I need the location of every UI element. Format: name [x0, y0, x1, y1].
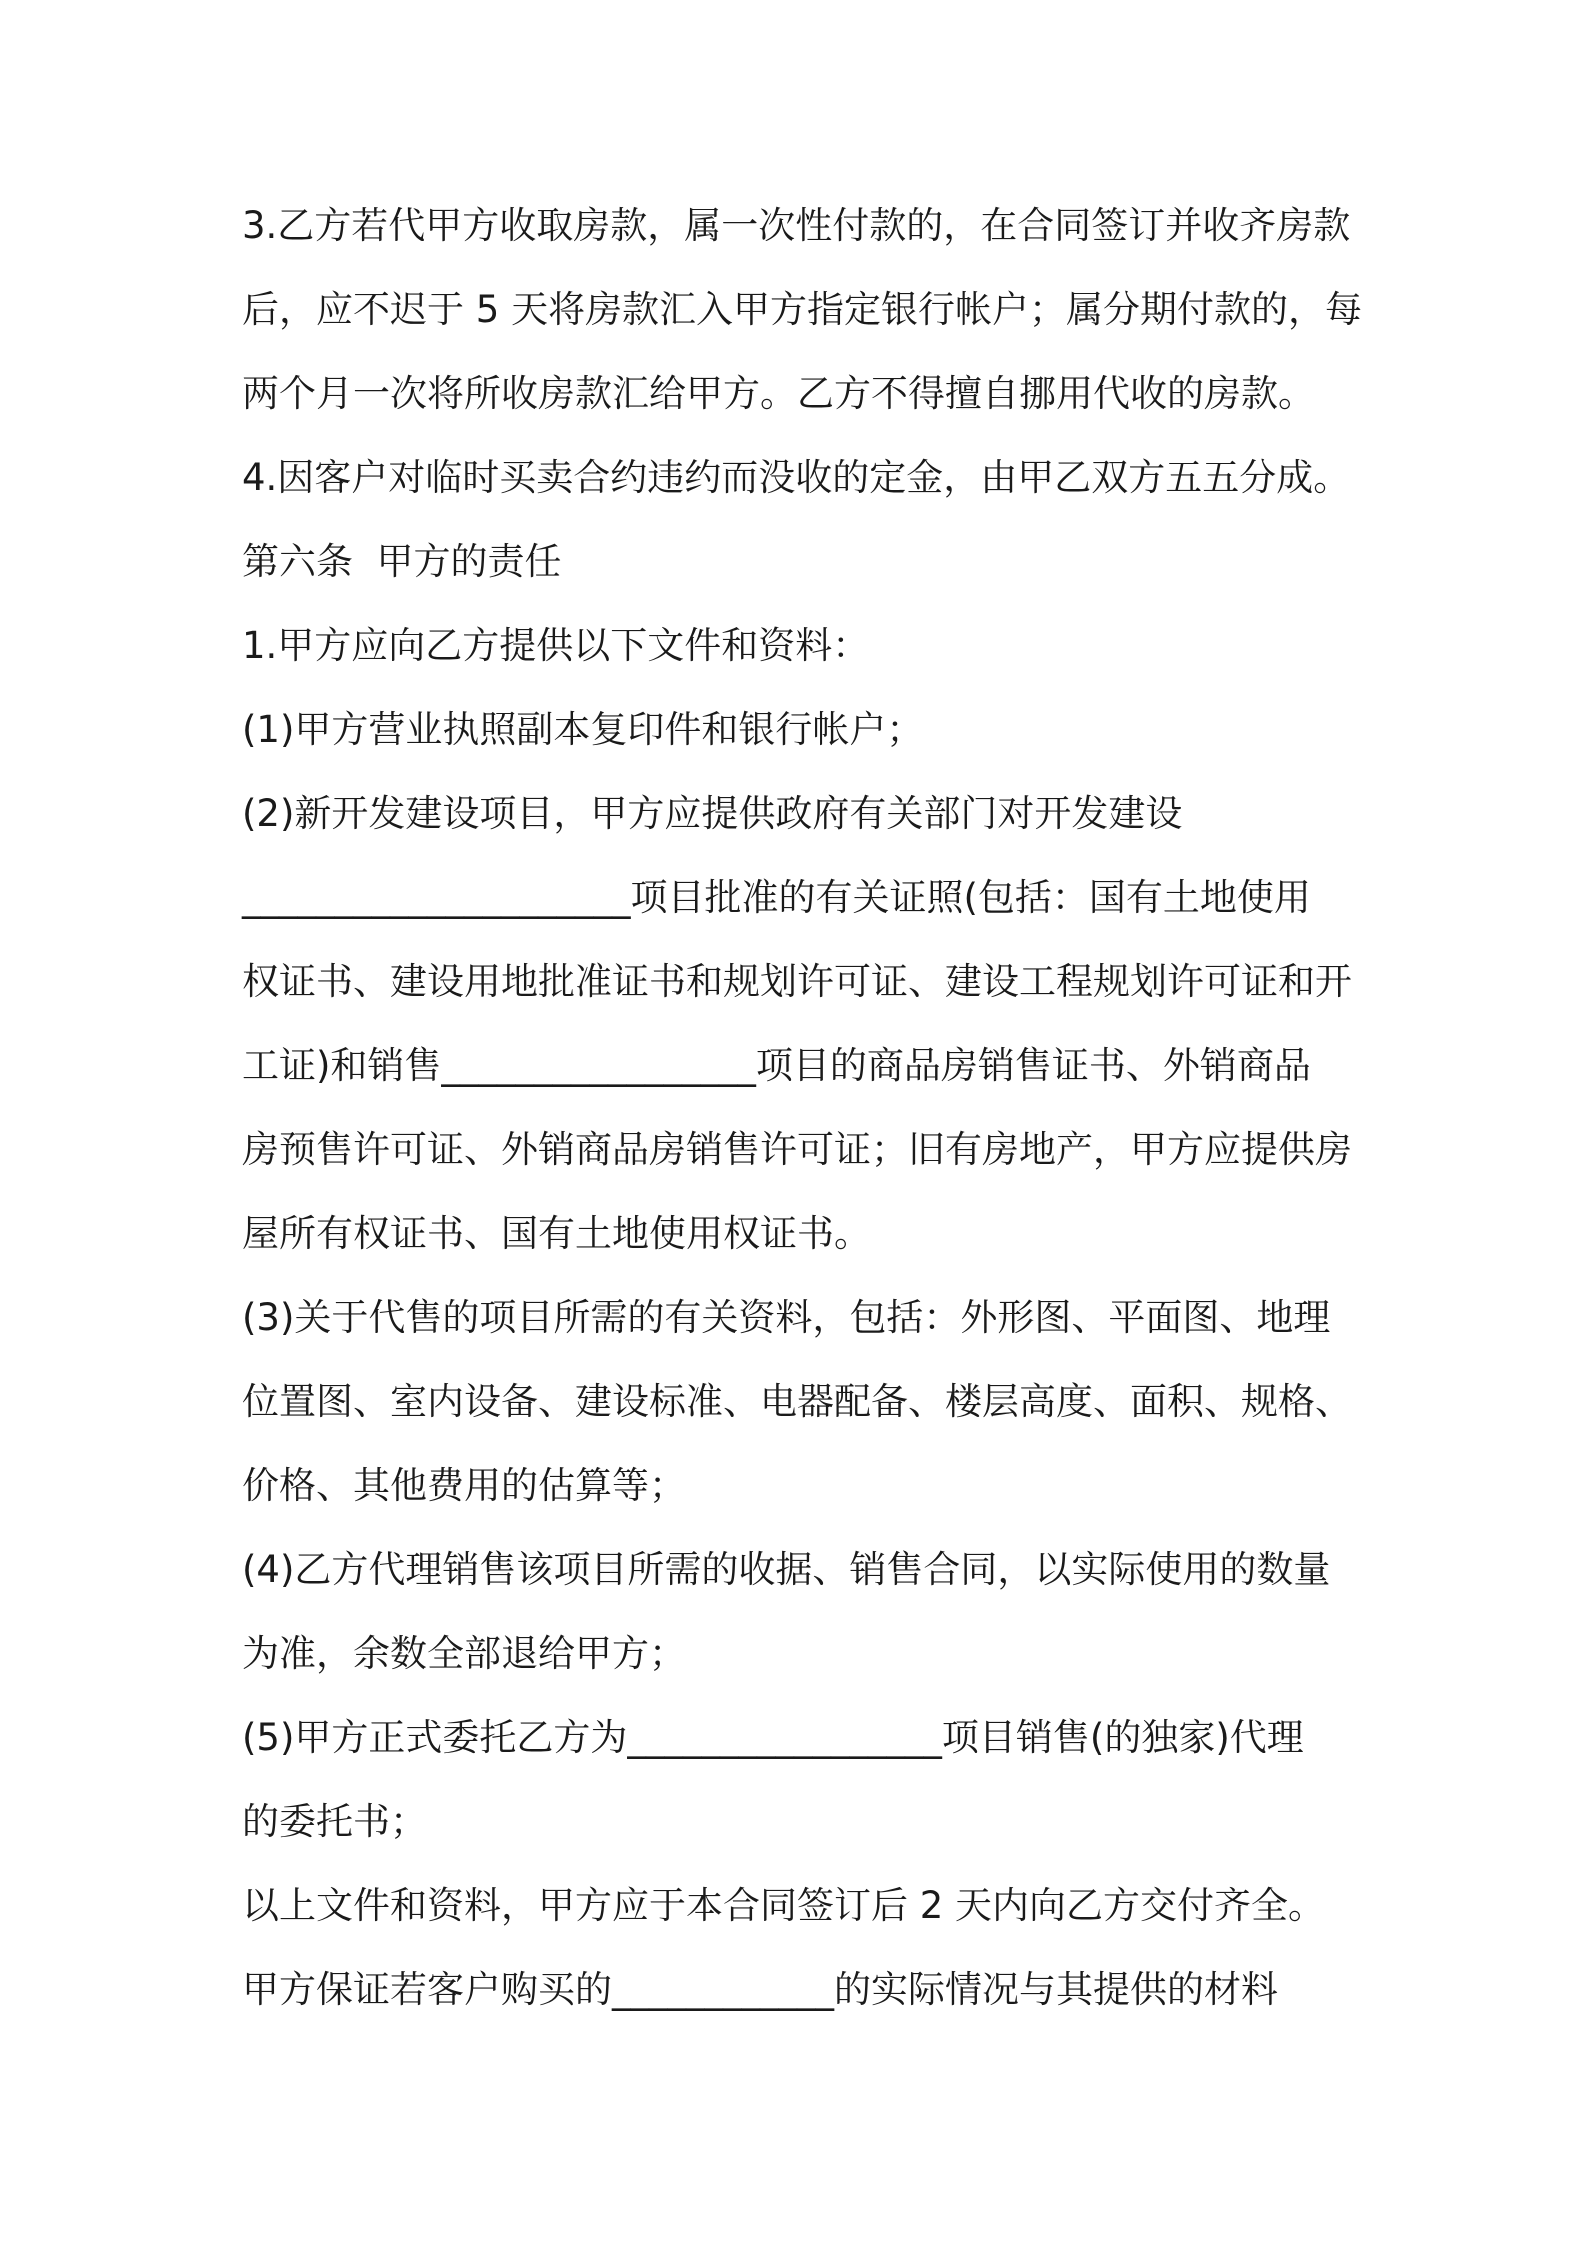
paragraph-line: (1)甲方营业执照副本复印件和银行帐户； [242, 708, 924, 751]
section-heading: 第六条 甲方的责任 [242, 540, 562, 583]
paragraph-line: 屋所有权证书、国有土地使用权证书。 [242, 1212, 871, 1255]
paragraph-line: 位置图、室内设备、建设标准、电器配备、楼层高度、面积、规格、 [242, 1380, 1352, 1423]
paragraph-line: (4)乙方代理销售该项目所需的收据、销售合同，以实际使用的数量 [242, 1548, 1331, 1591]
paragraph-line: 房预售许可证、外销商品房销售许可证；旧有房地产，甲方应提供房 [242, 1128, 1352, 1171]
paragraph-line: 价格、其他费用的估算等； [242, 1464, 686, 1507]
paragraph-line: 工证)和销售_________________项目的商品房销售证书、外销商品 [242, 1044, 1311, 1087]
paragraph-line: 甲方保证若客户购买的____________的实际情况与其提供的材料 [242, 1968, 1278, 2011]
paragraph-line: _____________________项目批准的有关证照(包括：国有土地使用 [242, 876, 1311, 919]
paragraph-line: 4.因客户对临时买卖合约违约而没收的定金，由甲乙双方五五分成。 [242, 456, 1351, 499]
paragraph-line: 后，应不迟于 5 天将房款汇入甲方指定银行帐户；属分期付款的，每 [242, 288, 1363, 331]
paragraph-line: 为准，余数全部退给甲方； [242, 1632, 686, 1675]
paragraph-line: 以上文件和资料，甲方应于本合同签订后 2 天内向乙方交付齐全。 [242, 1884, 1326, 1927]
paragraph-line: 的委托书； [242, 1800, 427, 1843]
paragraph-line: 权证书、建设用地批准证书和规划许可证、建设工程规划许可证和开 [242, 960, 1352, 1003]
paragraph-line: 两个月一次将所收房款汇给甲方。乙方不得擅自挪用代收的房款。 [242, 372, 1315, 415]
paragraph-line: (3)关于代售的项目所需的有关资料，包括：外形图、平面图、地理 [242, 1296, 1331, 1339]
paragraph-line: (2)新开发建设项目，甲方应提供政府有关部门对开发建设 [242, 792, 1183, 835]
paragraph-line: 3.乙方若代甲方收取房款，属一次性付款的，在合同签订并收齐房款 [242, 204, 1351, 247]
paragraph-line: 1.甲方应向乙方提供以下文件和资料： [242, 624, 870, 667]
paragraph-line: (5)甲方正式委托乙方为_________________项目销售(的独家)代理 [242, 1716, 1304, 1759]
